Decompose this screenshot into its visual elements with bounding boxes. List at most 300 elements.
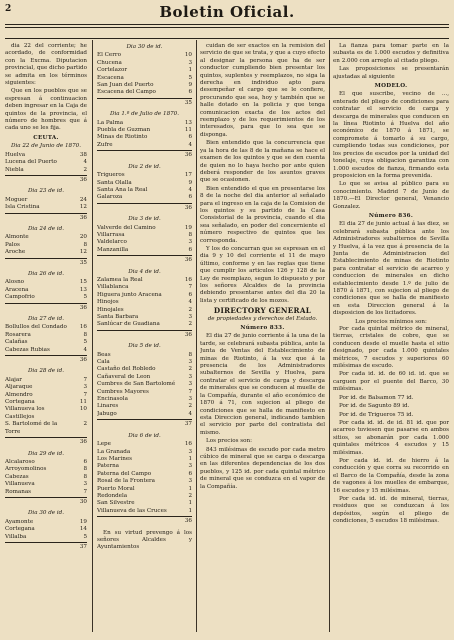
town-name: Niebla [5,166,24,173]
quota-number: 11 [79,399,87,406]
town-name: Redondela [97,492,128,499]
total-number: 35 [79,259,87,266]
town-name: Cala [97,359,110,366]
town-name: El Cerro [97,52,121,59]
date-heading: Dia 5 de id. [128,343,161,350]
page-number: 2 [5,4,12,14]
list-item [5,466,87,473]
list-item [97,187,192,194]
paragraph: Por cada quintal métrico de mineral, tierras, cristales de cobre, que se conducen desde el muelle hasta el sitio designado, por cada 1.000 quintales métricos, 7 escudos y superiores 60 milésimas de escudo. [333,326,449,370]
total-number: 35 [184,99,192,106]
town-name: Hinojales [97,306,124,313]
column-rule [5,38,449,39]
paragraph: Por id. de Sagunto 89 id. [339,403,410,410]
list-item [97,321,192,328]
town-name: Sanlúcar de Guadiana [97,321,160,328]
list-item [5,347,87,354]
town-name: Valdelarco [97,239,127,246]
section-subheading: de propiedades y derechos del Estado. [207,315,318,322]
quota-number: 1 [188,507,192,514]
paragraph: dia 22 del corriente; he acordado, de conformidad con la Excma. Diputacion provincial, que dicho partido se admita en los términos siguientes: [5,43,87,87]
town-name: Manzanilla [97,246,129,253]
list-item [97,441,192,448]
total-number: 36 [184,518,192,525]
group-total [5,258,87,267]
list-item [97,352,192,359]
paragraph: En su virtud prevengo á los señores Alcaldes y Ayuntamientos [97,529,192,551]
total-number: 36 [184,204,192,211]
group-total [5,175,87,184]
quota-number: 3 [188,381,192,388]
quota-number: 15 [79,279,87,286]
list-item [97,134,192,141]
total-number: 36 [79,304,87,311]
date-heading: Dia 24 de id. [27,225,65,232]
town-name: Cortegana [5,526,35,533]
town-name: Cumbres de San Bartolomé [97,381,176,388]
quota-number: 7 [188,284,192,291]
group-total [97,98,192,107]
list-item [97,60,192,67]
quota-number: 8 [83,466,87,473]
town-name: Santa Ana la Real [97,186,148,193]
list-item [5,519,87,526]
list-item [97,463,192,470]
quota-number: 19 [184,224,192,231]
town-name: Huelva [5,151,26,158]
town-name: Cumbres Mayores [97,388,149,395]
town-name: Aracena [5,286,29,293]
date-heading: Dia 27 de id. [27,316,65,322]
list-item [5,399,87,406]
date-heading: Dia 30 de id. [27,510,65,517]
town-name: Ayamonte [5,518,34,525]
town-name: Zalamea la Real [97,276,143,283]
total-number: 30 [79,498,87,505]
date-heading: Dia 28 de id. [27,368,65,375]
quota-number: 3 [188,359,192,366]
town-name: Cortegana [5,399,35,406]
town-name: Campofrio [5,294,35,301]
list-item [97,449,192,456]
quota-number: 4 [83,159,87,166]
quota-number: 4 [188,141,192,148]
list-item [5,249,87,256]
list-item [97,120,192,127]
column-3 [200,43,325,492]
item-number: Número 833. [240,325,285,332]
town-name: Minas de Riotinto [97,134,148,141]
total-number: 36 [79,176,87,183]
paragraph: Y los do concurran que se espresan en el dia 9 y 10 del corriente el 11 de mayo último, conforme y en las reglas que tiene que cumplir los articulos 126 y 128 de la Ley de reemplazo, segun lo dispuesto y por los señores Alcaldes de la provincia debiendo presentarse antes del dia 20 la lista y certificado de los mozos. [200,245,325,304]
list-item [5,489,87,496]
list-item [97,456,192,463]
quota-number: 2 [188,306,192,313]
paragraph: Bien entendido que la concurrencia que ya la hora de las 8 de la mañana se hace el examen de los quintos y que se den cuenta de quien no lo haya hecho por ante quien deberá responder de los asuntos graves que se ocasionen. [200,140,325,184]
town-name: Cañaveral de Leon [97,373,151,380]
town-name: Paterna del Campo [97,470,152,477]
list-item [97,403,192,410]
quota-number: 5 [83,533,87,540]
quota-number: 10 [79,406,87,413]
group-total [97,203,192,212]
town-name: Escacena del Campo [97,89,156,96]
quota-number: 16 [184,276,192,283]
group-total [97,516,192,525]
town-name: Castaño del Robledo [97,366,156,373]
date-heading: Dia 22 de Junio de 1870. [10,143,82,150]
town-name: Moguer [5,196,28,203]
quota-number: 1 [188,500,192,507]
quota-number: 5 [83,294,87,301]
list-item [97,180,192,187]
paragraph: Por cada id. id. de mineral, tierras, residuos que se conduzcan á los depósitos, según el pliego de condiciones, 5 escudos 18 milésimas. [333,495,449,525]
list-item [97,239,192,246]
total-number: 37 [184,421,192,428]
section-label: Los precios mínimos son: [355,318,427,325]
date-heading: Dia 6 de id. [128,432,161,439]
paragraph: La fianza para tomar parte en la subasta es de 1.000 escudos y definitiva en 2.000 con arreglo al citado pliego. [333,43,449,64]
town-name: Trigueros [97,172,125,179]
masthead-title: Boletin Oficial. [159,3,295,21]
paragraph: Que en los pueblos que se espresan á continuacion deben ingresar en la Caja de quintos de la provincia, el número de hombres que á cada uno se les fija. [5,88,87,132]
quota-number: 6 [188,246,192,253]
paragraph: Por cada id. id. de id. 81 id. que por acarreo tuviesen que pasarse en ambos sitios, se abonarán por cada 1.000 quintales métricos 4 escudos y 15 milésimas. [333,419,449,456]
quota-number: 7 [83,488,87,495]
header-rule-top [5,24,449,25]
paragraph: El dia 27 de junio actual á las diez, se celebrará subasta pública ante los Administradores subalternos de Sevilla y Huelva, á la vez que á presencia de la Junta de Administracion del Establecimiento de minas de Riotinto para contratar el servicio de acarreo y conduccion de minerales en dicho establecimiento desde 1.º de julio de 1870 á 1871, con sujecion al pliego de condiciones que se halla de manifiesto en esta Direccion general á la disposicion de los licitadores. [333,221,449,317]
total-number: 36 [79,357,87,364]
paragraph: 843 milésimas de escudo por cada metro cúbico de mineral que se carga o descarga en las diferentes dependencias de los dos pueblos, y 125 id. por cada quintal métrico de mineral que se conduzca en el vapor de la Compañía. [200,446,325,490]
town-name: La Granada [97,448,131,455]
list-item [97,411,192,418]
list-item [97,292,192,299]
date-heading: Dia 1.º de Julio de 1870. [109,111,180,118]
quota-number: 1 [188,485,192,492]
column-1 [5,43,87,555]
list-item [5,234,87,241]
town-name: Isla Cristina [5,204,40,211]
town-name: Galaroza [97,194,123,201]
quota-number: 2 [188,403,192,410]
list-item [97,89,192,96]
group-total [5,437,87,446]
paragraph: El que suscribe, vecino de ..., enterado del pliego de condiciones para contratar el servicio de carga y descarga de minerales que conducen en la línea Riotinto á Huelva del año económico de 1870 á 1871, se compromete á tomarlo á su cargo, cumpliendo todas sus condiciones, por los precios de escudos por la unidad del tonelaje, cuya obligacion garantiza con 1.000 escudos de fianza, firmando esta proposicion en la forma prevenida. [333,91,449,179]
town-name: Aljaraque [5,384,33,391]
list-item [5,421,87,436]
total-number: 37 [79,543,87,550]
list-item [5,406,87,421]
section-heading: CEUTA. [33,134,59,141]
town-name: Puebla de Guzman [97,127,151,134]
town-name: Arroyomolinos [5,466,47,473]
list-item [97,471,192,478]
quota-number: 3 [188,478,192,485]
column-divider-3 [329,40,330,632]
list-item [5,324,87,331]
item-number: Número 836. [368,212,414,219]
list-item [5,526,87,533]
quota-number: 3 [188,59,192,66]
total-number: 36 [184,331,192,338]
town-name: Santa Olalla [97,179,132,186]
quota-number: 12 [79,249,87,256]
date-heading: Dia 30 de id. [126,44,163,50]
town-name: San Juan del Puerto [97,82,154,89]
list-item [5,279,87,286]
quota-number: 6 [188,134,192,141]
town-name: Higuera junto Aracena [97,291,162,298]
date-heading: Dia 23 de id. [27,188,65,195]
list-item [5,534,87,541]
town-name: Lepe [97,441,111,448]
list-item [97,299,192,306]
column-divider-2 [196,40,197,632]
town-name: Chucena [97,59,122,66]
total-number: 36 [184,152,192,159]
group-total [97,419,192,428]
date-heading: Dia 2 de id. [128,163,161,170]
town-name: Alosno [5,279,25,286]
quota-number: 3 [188,373,192,380]
town-name: Alajar [5,376,22,383]
town-name: Calañas [5,339,28,346]
quota-number: 8 [83,241,87,248]
quota-number: 8 [188,231,192,238]
list-item [5,204,87,211]
quota-number: 2 [83,166,87,173]
town-name: Palos [5,241,20,248]
quota-number: 4 [188,410,192,417]
list-item [5,167,87,174]
quota-number: 12 [79,204,87,211]
town-name: Los Marines [97,455,133,462]
list-item [97,381,192,388]
list-item [97,396,192,403]
paragraph: Las proposiciones se presentarán ajustadas al siguiente [333,66,449,80]
list-item [5,459,87,466]
town-name: Villablanca [97,284,129,291]
town-name: Cabezas Rubias [5,346,50,353]
quota-number: 7 [83,391,87,398]
quota-number: 4 [188,299,192,306]
town-name: Rosarera [5,331,31,338]
town-name: Valverde del Camino [97,224,156,231]
town-name: Zufre [97,141,113,148]
list-item [97,52,192,59]
quota-number: 3 [188,448,192,455]
town-name: Villanueva de las Cruces [97,507,167,514]
total-number: 36 [184,257,192,264]
list-item [97,277,192,284]
list-item [97,75,192,82]
town-name: Beas [97,351,111,358]
quota-number: 4 [188,186,192,193]
town-name: Puerto Moral [97,485,135,492]
section-heading: DIRECTORY GENERAL [213,306,312,316]
quota-number: 8 [188,351,192,358]
quota-number: 14 [79,526,87,533]
quota-number: 16 [79,324,87,331]
date-heading: Dia 29 de id. [27,450,65,457]
paragraph: Por id. de Trigueros 75 id. [339,411,414,418]
quota-number: 19 [79,518,87,525]
quota-number: 5 [188,74,192,81]
quota-number: 13 [79,286,87,293]
quota-number: 3 [188,239,192,246]
town-name: Cortelazor [97,67,127,74]
quota-number: 11 [184,127,192,134]
town-name: San Silvestre [97,500,135,507]
group-total [97,330,192,339]
town-name: Encinasola [97,396,128,403]
paragraph: Bien entendido el que en presentarse los 8 de la noche del dia anterior al señalado para el ingreso en la caja de la Comision de los quintos y su partido de la Casa Consistorial de la provincia, cuando el dia sea señalado, en poder del concerniente el número respectivo de quintos que les corresponda. [200,185,325,244]
list-item [97,486,192,493]
quota-number: 10 [184,52,192,59]
quota-number: 17 [184,172,192,179]
quota-number: 9 [188,82,192,89]
quota-number: 6 [188,470,192,477]
quota-number: 7 [83,376,87,383]
date-heading: Dia 26 de id. [27,270,65,277]
paragraph: El dia 27 de junio corriente á la una de la tarde, se celebrará subasta pública, ante la Junta de Ventas del Establecimiento de minas de Riotinto, á la vez que á la presencia de los Administradores subalternos de Sevilla y Huelva, para contratar el servicio de carga y descarga de minerales que se conducen al muelle de la Compañía, durante el año económico de 1870 á 71, con sujecion al pliego de condiciones que se halla de manifiesto en esta Direccion general, indicando tambien el servicio por parte del contratista del mismo. [200,333,325,436]
quota-number: 4 [83,346,87,353]
quota-number: 8 [83,331,87,338]
list-item [5,242,87,249]
quota-number: 6 [188,89,192,96]
town-name: S. Bartolomé de la Torre [5,421,58,435]
town-name: Villalba [5,533,27,540]
total-number: 36 [79,439,87,446]
quota-number: 24 [79,196,87,203]
paragraph: Por cada id. id. de hierro á la conducción y que corra su recorrido en el Barco de la Compañía, desde la zona de vagones á los muelles de embarque, 16 escudos y 15 milésimas. [333,457,449,494]
town-name: Escacena [97,74,124,81]
list-item [5,287,87,294]
list-item [5,294,87,301]
list-item [97,284,192,291]
town-name: Almendro [5,391,33,398]
total-number: 36 [79,214,87,221]
quota-number: 3 [83,384,87,391]
list-item [97,232,192,239]
group-total [5,355,87,364]
group-total [5,497,87,506]
group-total [5,213,87,222]
list-item [97,366,192,373]
list-item [97,493,192,500]
group-total [97,150,192,159]
list-item [97,307,192,314]
quota-number: 1 [188,67,192,74]
town-name: Romanas [5,488,32,495]
date-heading: Dia 4 de id. [128,268,161,275]
list-item [5,339,87,346]
list-item [97,389,192,396]
list-item [5,197,87,204]
column-2 [97,43,192,553]
column-divider-1 [92,40,93,632]
quota-number: 20 [79,234,87,241]
quota-number: 9 [188,179,192,186]
list-item [5,481,87,488]
section-heading: MODELO. [374,83,408,90]
paragraph: Lo que se avisa al público para su conocimiento. Madrid 7 de Junio de 1870.—El Director general, Venancio Gonzalez. [333,181,449,210]
town-name: Almonte [5,234,29,241]
quota-number: 7 [188,388,192,395]
quota-number: 6 [188,291,192,298]
town-name: Lucena del Puerto [5,159,57,166]
quota-number: 2 [83,421,87,428]
list-item [97,225,192,232]
group-total [97,255,192,264]
list-item [97,67,192,74]
quota-number: 2 [188,492,192,499]
town-name: Cabezas [5,473,29,480]
group-total [5,303,87,312]
date-heading: Dia 3 de id. [128,216,161,223]
quota-number: 3 [188,314,192,320]
list-item [5,159,87,166]
list-item [97,194,192,201]
town-name: Alcalaroso [5,458,35,465]
paragraph: cuidan de ser exactos en la remision del servicio de que se trata, y que a cuyo efecto al designar la persona que ha de ser conductor cumpliendo bien presentar los quintos, suplentes y reemplazos, no siga la derecha en individuo apto para desempeñar el cargo que se le confiere, procurando que sea, hoy y también que se halle dotado en la policia y que tenga comunicacion exacta de los actos del reemplazo y de los requerimientos de los interesados, para que lo sea que se disponga. [200,43,325,138]
quota-number: 3 [83,481,87,488]
column-4 [333,43,449,527]
paragraph: Por id. de Balsamon 77 id. [339,394,414,401]
town-name: La Palma [97,119,124,126]
quota-number: 16 [184,441,192,448]
quota-number: 13 [184,119,192,126]
list-item [97,82,192,89]
list-item [97,478,192,485]
list-item [97,172,192,179]
quota-number: 6 [188,194,192,201]
quota-number: 1 [188,455,192,462]
list-item [97,127,192,134]
list-item [97,500,192,507]
town-name: Villanueva [5,481,35,488]
list-item [5,392,87,399]
quota-number: 6 [83,458,87,465]
quota-number: 3 [188,396,192,403]
town-name: Aroche [5,249,26,256]
list-item [97,247,192,254]
list-item [5,377,87,384]
town-name: Villanueva los Castillejos [5,406,45,420]
quota-number: 8 [83,473,87,480]
quota-number: 2 [188,321,192,328]
town-name: Villarrasa [97,231,125,238]
town-name: Paterna [97,463,120,470]
list-item [97,508,192,515]
town-name: Hinojos [97,299,119,306]
quota-number: 38 [79,151,87,158]
town-name: Bollullos del Condado [5,324,67,331]
town-name: Linares [97,403,119,410]
list-item [5,152,87,159]
quota-number: 5 [83,339,87,346]
town-name: Rosal de la Frontera [97,478,156,485]
group-total [5,542,87,551]
list-item [97,142,192,149]
header-rule-bottom [5,27,449,28]
quota-number: 2 [188,366,192,373]
list-item [5,384,87,391]
quota-number: 3 [188,463,192,470]
paragraph: Por cada id. id. de 60 id. id. que se carguen por el puente del Barco, 30 milésimas. [333,371,449,393]
paragraph: Los precios son: [206,438,252,445]
town-name: Santa Barbara [97,314,139,320]
